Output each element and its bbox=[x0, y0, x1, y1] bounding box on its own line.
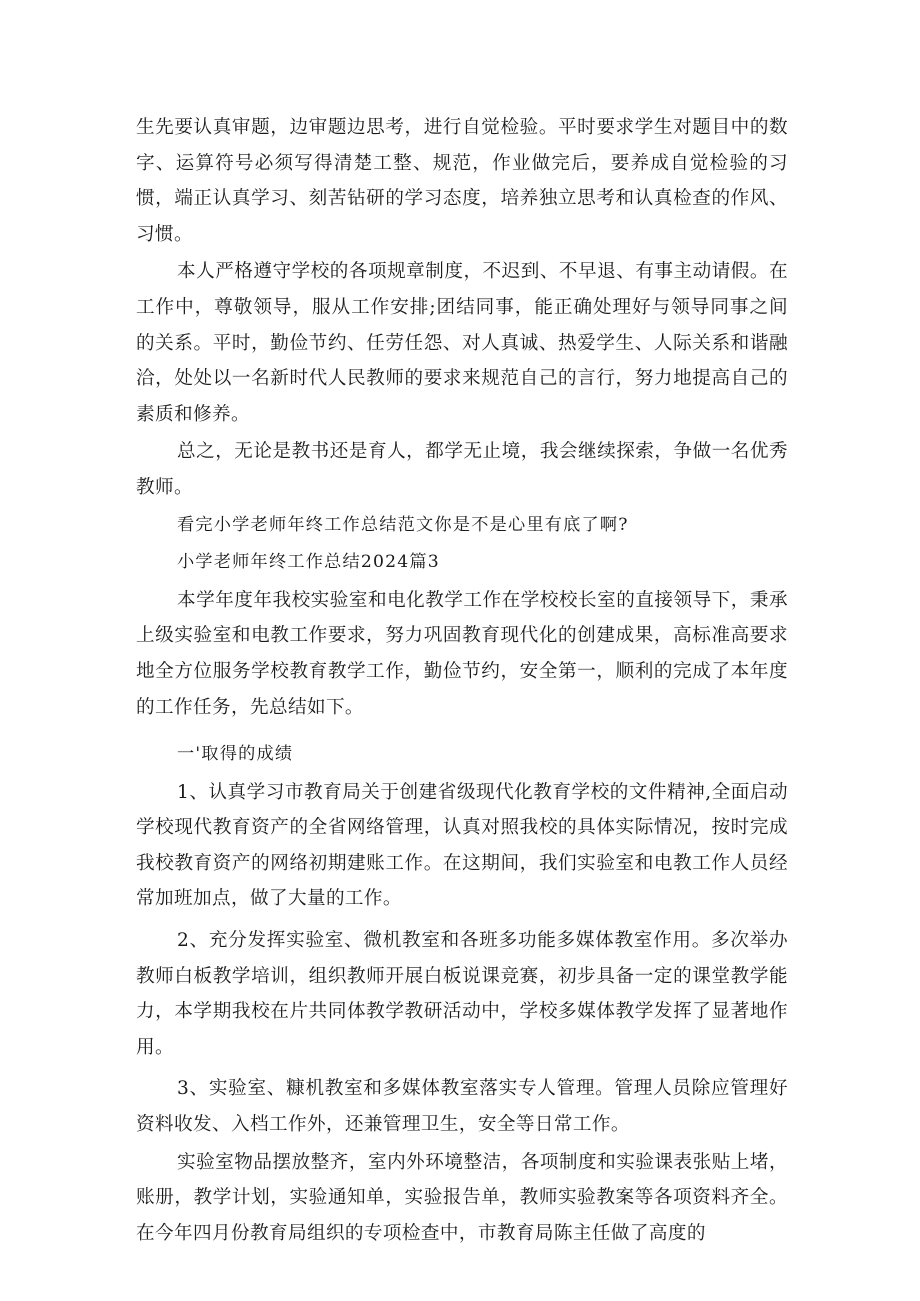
paragraph-lab-items: 实验室物品摆放整齐，室内外环境整洁，各项制度和实验课表张贴上堵，账册，教学计划，实验通知单，实验报告单，教师实验教案等各项资料齐全。在今年四月份教育局组织的专项检查中，市教育局陈主任做了高度的 bbox=[136, 1151, 788, 1244]
list-item-2: 2、充分发挥实验室、微机教室和各班多功能多媒体教室作用。多次举办教师白板教学培训，组织教师开展白板说课竞赛，初步具备一定的课堂教学能力，本学期我校在片共同体教学教研活动中，学校多媒体教学发挥了显著地作用。 bbox=[136, 930, 788, 1058]
paragraph-discipline: 本人严格遵守学校的各项规章制度，不迟到、不早退、有事主动请假。在工作中，尊敬领导，服从工作安排;团结同事，能正确处理好与领导同事之间的关系。平时，勤俭节约、任劳任怨、对人真诚、热爱学生、人际关系和谐融洽，处处以一名新时代人民教师的要求来规范自己的言行，努力地提高自己的素质和修养。 bbox=[136, 261, 788, 425]
paragraph-conclusion: 总之，无论是教书还是育人，都学无止境，我会继续探索，争做一名优秀教师。 bbox=[136, 441, 788, 498]
section-title: 小学老师年终工作总结2024篇3 bbox=[177, 552, 440, 573]
paragraph-intro: 本学年度年我校实验室和电化教学工作在学校校长室的直接领导下，秉承上级实验室和电教工作要求，努力巩固教育现代化的创建成果，高标准高要求地全方位服务学校教育教学工作，勤俭节约，安全第一，顺利的完成了本年度的工作任务，先总结如下。 bbox=[136, 589, 788, 718]
document-body bbox=[136, 110, 788, 1251]
transition-line: 看完小学老师年终工作总结范文你是不是心里有底了啊? bbox=[177, 514, 629, 535]
list-item-1: 1、认真学习市教育局关于创建省级现代化教育学校的文件精神,全面启动学校现代教育资产的全省网络管理，认真对照我校的具体实际情况，按时完成我校教育资产的网络初期建账工作。在这期间，我们实验室和电教工作人员经常加班加点，做了大量的工作。 bbox=[136, 781, 788, 910]
paragraph-checking-habits: 生先要认真审题，边审题边思考，进行自觉检验。平时要求学生对题目中的数字、运算符号必须写得清楚工整、规范，作业做完后，要养成自觉检验的习惯，端正认真学习、刻苦钻研的学习态度，培养独立思考和认真检查的作风、习惯。 bbox=[136, 117, 788, 245]
list-item-3: 3、实验室、糠机教室和多媒体教室落实专人管理。管理人员除应管理好资料收发、入档工作外，还兼管理卫生，安全等日常工作。 bbox=[136, 1078, 788, 1136]
subheading-achievements: 一'取得的成绩 bbox=[177, 744, 294, 765]
